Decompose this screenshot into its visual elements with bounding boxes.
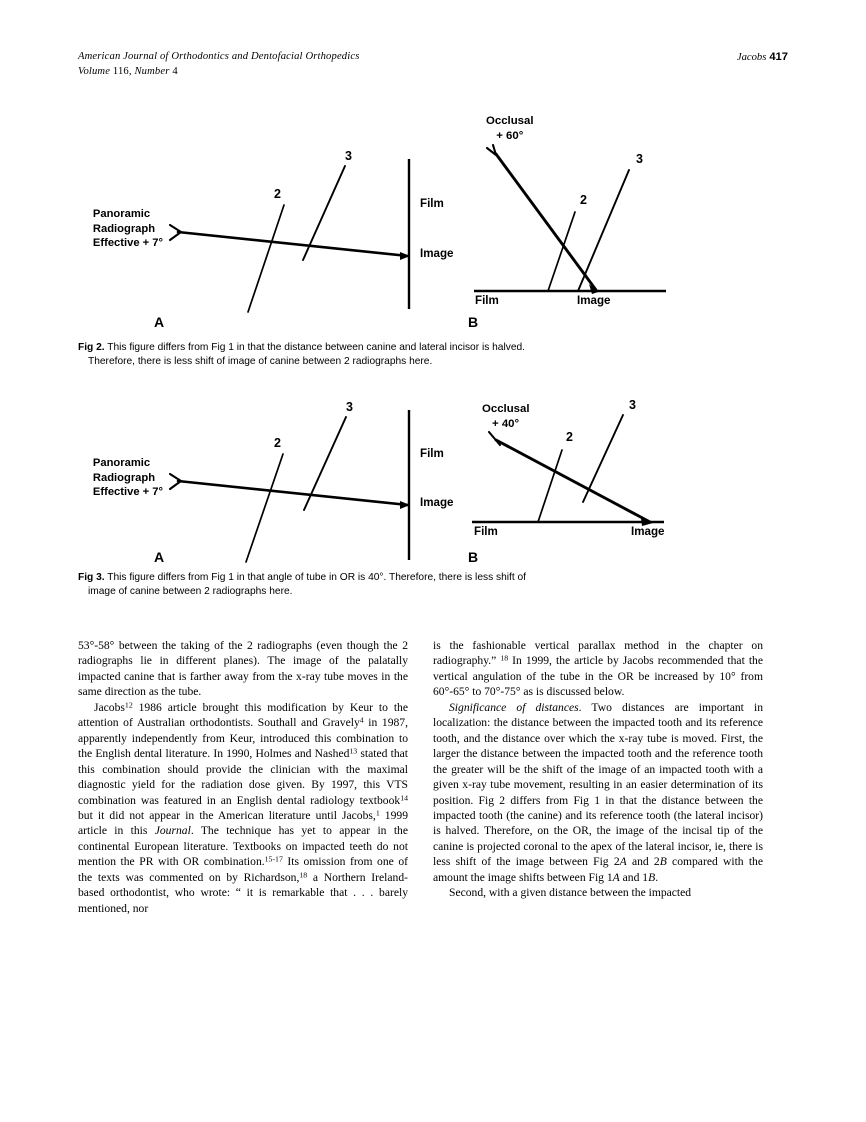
reference-marker: 13 [349, 746, 358, 756]
tooth-3-line-a [303, 166, 345, 260]
paragraph-text: is the fashionable vertical parallax method in the chapter on radiography.” [433, 639, 763, 668]
figure-2-panel-a [170, 159, 410, 312]
source-label-a-line3: Effective + 7° [92, 486, 163, 499]
figure-2 [78, 104, 788, 369]
figure-2-caption-line2: Therefore, there is less shift of image of canine between 2 radiographs here. [88, 355, 433, 367]
tooth-3-label-b: 3 [636, 152, 643, 166]
panel-letter-b: B [468, 314, 479, 330]
paragraph-text: and 2 [626, 855, 660, 869]
paragraph-text: Second, with a given distance between the impacted [449, 886, 692, 900]
paragraph-text: and 1 [619, 870, 649, 884]
source-label-b-line1: Occlusal [482, 403, 530, 415]
tooth-3-line-b [578, 170, 629, 291]
film-label-a: Film [420, 447, 444, 460]
figure-2-panel-b [474, 145, 666, 294]
source-label-a-line3: Effective + 7° [92, 237, 163, 250]
tooth-3-line-b [583, 415, 623, 502]
figure-2-canvas [78, 104, 788, 332]
issue-number: 4 [172, 65, 178, 77]
reference-marker: 1 [375, 808, 380, 818]
tube-arrow-b [487, 145, 496, 155]
image-label-a: Image [420, 247, 454, 260]
body-column-left [78, 638, 408, 916]
panel-letter-a: A [154, 549, 165, 565]
tooth-2-label-b: 2 [580, 193, 587, 207]
volume-issue-line: Volume 116, Number 4 [78, 65, 178, 77]
tooth-2-label-b: 2 [566, 430, 573, 444]
image-label-a: Image [420, 496, 454, 509]
paragraph [78, 700, 408, 916]
journal-title: American Journal of Orthodontics and Dentofacial Orthopedics [78, 51, 360, 62]
paragraph [78, 638, 408, 700]
source-label-b-line2: + 60° [496, 129, 524, 142]
paragraph-text: In 1999, the article by Jacobs recommended that the vertical angulation of the tube in the OR be increased by 10° from 60°-65° to 70°-75° as is discussed below. [433, 654, 763, 699]
beam-line-b [496, 154, 596, 290]
tooth-2-line-b [548, 212, 575, 291]
paragraph-text: but it did not appear in the American literature until Jacobs, [78, 808, 376, 822]
paragraph-text: . Two distances are important in localization: the distance between the impacted tooth and its reference tooth, and the distance over which the x-ray tube is moved. First, the larger the distance between the impacted tooth and the reference tooth the greater will be the shift of the image of an impacted tooth with a given x-ray tube movement, resulting in an easier determination of its position. Fig 2 differs from Fig 1 in that the distance between the impacted tooth (the canine) and its reference tooth (the lateral incisor) is halved. Therefore, on the OR, the image of the incisal tip of the canine is projected coronal to the apex of the lateral incisor, ie, there is less shift of the image between Fig 2 [433, 700, 763, 869]
paragraph [433, 885, 763, 900]
source-label-a-line2: Radiograph [92, 471, 156, 484]
figure-3-panel-a [170, 410, 410, 562]
paragraph-text: . [655, 870, 659, 884]
beam-line-a [178, 232, 408, 256]
reference-marker: 14 [400, 793, 408, 803]
figure-3-caption [78, 571, 724, 598]
figure-ref-italic: A [612, 870, 620, 884]
beam-line-a [178, 481, 408, 505]
source-label-a-line1: Panoramic [92, 208, 151, 220]
source-label-b-line1: Occlusal [486, 115, 534, 127]
journal-italic: Journal [154, 824, 191, 838]
number-label: Number [134, 65, 170, 77]
tooth-2-line-b [538, 450, 562, 522]
source-label-b [482, 402, 530, 431]
figure-2-caption [78, 341, 724, 368]
beam-line-b [496, 440, 650, 522]
tooth-3-label-b: 3 [629, 398, 636, 412]
figure-ref-italic: A [619, 855, 627, 869]
film-label-b: Film [475, 294, 499, 307]
tooth-2-label-a: 2 [274, 187, 281, 201]
section-lead-italic: Significance of distances [449, 700, 579, 714]
paragraph-text: compared with the amount the image shifts between Fig 1 [433, 855, 763, 884]
film-label-a: Film [420, 197, 444, 210]
figure-3-graphic [78, 392, 788, 564]
panel-letter-b: B [468, 549, 479, 565]
figure-2-graphic [78, 104, 788, 332]
paragraph [433, 700, 763, 885]
figure-3-caption-line1: This figure differs from Fig 1 in that angle of tube in OR is 40°. Therefore, there is less shift of [104, 572, 527, 583]
tube-arrow-a [170, 474, 181, 489]
tooth-3-label-a: 3 [345, 149, 352, 163]
figure-2-caption-line1: This figure differs from Fig 1 in that the distance between canine and lateral incisor is halved. [104, 342, 525, 353]
tooth-2-line-a [246, 454, 283, 562]
tube-arrow-b [489, 432, 500, 445]
figure-3-caption-lead: Fig 3. [78, 572, 105, 583]
source-label-b [486, 114, 534, 143]
paragraph-text: stated that this combination should provide the clinician with the maximal diagnostic yield for the radiation dose given. By 1997, this VTS combination was featured in an English dental radiology textbook [78, 747, 408, 807]
paragraph-text: 1999 article in this [78, 808, 408, 838]
tube-arrow-a [170, 225, 181, 240]
body-text [78, 638, 788, 1028]
paragraph [433, 638, 763, 700]
figure-3-canvas [78, 392, 788, 564]
running-head-right [737, 50, 788, 66]
volume-label: Volume [78, 65, 111, 77]
body-column-right [433, 638, 763, 901]
running-head-left [78, 50, 359, 79]
tooth-3-label-a: 3 [346, 400, 353, 414]
running-head [78, 50, 788, 84]
source-label-a [93, 207, 163, 251]
reference-marker: 12 [124, 700, 133, 710]
paragraph-text: . The technique has yet to appear in the continental European literature. Textbooks on impacted teeth do not mention the PR with OR combination. [78, 824, 408, 869]
author-name: Jacobs [736, 52, 767, 63]
figure-ref-italic: B [659, 855, 667, 869]
volume-number: 116 [112, 65, 129, 77]
source-label-a-line1: Panoramic [92, 457, 151, 469]
reference-marker: 15-17 [264, 855, 283, 865]
reference-marker: 18 [299, 870, 308, 880]
reference-marker: 4 [359, 716, 364, 725]
image-label-b: Image [631, 525, 665, 538]
reference-marker: 18 [500, 654, 509, 664]
source-label-a [93, 456, 163, 500]
figure-ref-italic: B [648, 870, 656, 884]
paragraph-text: in 1987, apparently independently from Keur, introduced this combination to the English dental literature. In 1990, Holmes and Nashed [78, 716, 408, 761]
paragraph-text: Its omission from one of the texts was commented on by Richardson, [78, 855, 408, 884]
tooth-2-line-a [248, 205, 284, 312]
page-number: 417 [769, 51, 788, 63]
source-label-a-line2: Radiograph [92, 222, 156, 235]
source-label-b-line2: + 40° [492, 417, 520, 430]
panel-letter-a: A [154, 314, 165, 330]
paragraph-text: a Northern Ireland-based orthodontist, who wrote: “ it is remarkable that . . . barely mentioned, nor [78, 870, 408, 915]
image-label-b: Image [577, 294, 611, 307]
figure-2-caption-lead: Fig 2. [78, 342, 105, 353]
film-label-b: Film [474, 525, 498, 538]
paragraph-text: 53°-58° between the taking of the 2 radiographs (even though the 2 radiographs lie in different planes). The image of the palatally impacted canine that is farther away from the x-ray tube moves in the same direction as the tube. [78, 639, 408, 699]
figure-3-caption-line2: image of canine between 2 radiographs here. [88, 585, 293, 597]
tooth-2-label-a: 2 [274, 436, 281, 450]
paragraph-text: Jacobs [94, 700, 125, 714]
paragraph-text: 1986 article brought this modification by Keur to the attention of Australian orthodontists. Southall and Gravely [78, 700, 408, 730]
